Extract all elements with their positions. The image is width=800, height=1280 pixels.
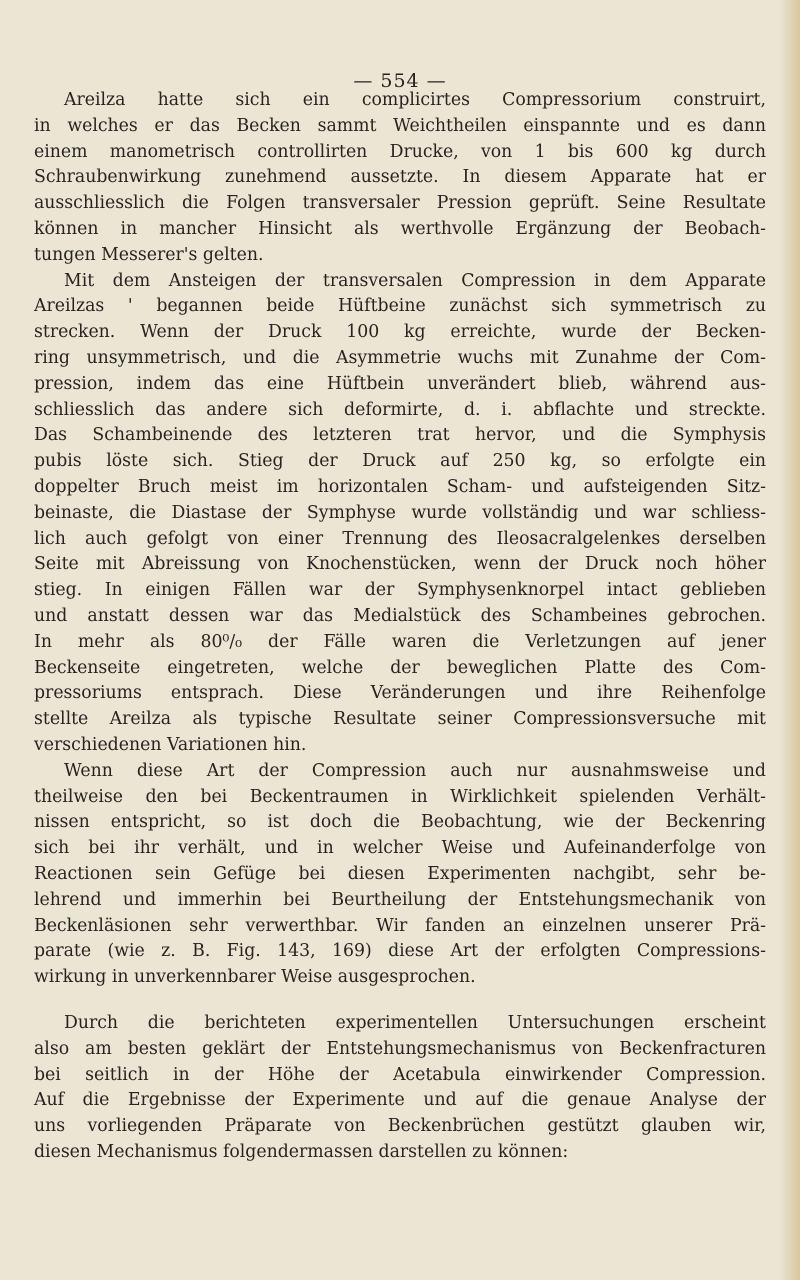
- text-line: Wenn diese Art der Compression auch nur ausnahmsweise und: [64, 760, 766, 781]
- text-line: Beckenläsionen sehr verwerthbar. Wir fanden an einzelnen unserer Prä-: [34, 915, 766, 936]
- text-line: und anstatt dessen war das Medialstück des Schambeines gebrochen.: [34, 605, 766, 626]
- text-line: können in mancher Hinsicht als werthvolle Ergänzung der Beobach-: [34, 218, 766, 239]
- text-line: ring unsymmetrisch, und die Asymmetrie wuchs mit Zunahme der Com-: [34, 347, 766, 368]
- text-line: Das Schambeinende des letzteren trat hervor, und die Symphysis: [34, 425, 766, 446]
- text-line: pression, indem das eine Hüftbein unverändert blieb, während aus-: [34, 373, 766, 394]
- text-line: Seite mit Abreissung von Knochenstücken, wenn der Druck noch höher: [34, 554, 766, 575]
- text-line: einem manometrisch controllirten Drucke, von 1 bis 600 kg durch: [34, 141, 766, 162]
- text-line: nissen entspricht, so ist doch die Beobachtung, wie der Beckenring: [34, 812, 766, 833]
- text-line: stellte Areilza als typische Resultate seiner Compressionsversuche mit: [34, 709, 766, 730]
- text-line: lich auch gefolgt von einer Trennung des Ileosacralgelenkes derselben: [34, 528, 766, 549]
- text-line: bei seitlich in der Höhe der Acetabula einwirkender Compression.: [34, 1064, 766, 1085]
- text-line: pubis löste sich. Stieg der Druck auf 250 kg, so erfolgte ein: [34, 451, 766, 472]
- paragraph-2: [34, 269, 766, 759]
- text-line: Beckenseite eingetreten, welche der beweglichen Platte des Com-: [34, 657, 766, 678]
- text-line: schliesslich das andere sich deformirte, d. i. abflachte und streckte.: [34, 399, 766, 420]
- text-line: In mehr als 80⁰/₀ der Fälle waren die Verletzungen auf jener: [34, 631, 766, 652]
- text-line: also am besten geklärt der Entstehungsmechanismus von Beckenfracturen: [34, 1038, 766, 1059]
- paragraph-4: [34, 1011, 766, 1166]
- text-line: Durch die berichteten experimentellen Untersuchungen erscheint: [64, 1013, 766, 1033]
- text-line: wirkung in unverkennbarer Weise ausgesprochen.: [34, 967, 476, 988]
- text-line: verschiedenen Variationen hin.: [34, 734, 307, 755]
- text-line: Areilza hatte sich ein complicirtes Compressorium construirt,: [64, 90, 766, 110]
- text-block-upper: [34, 88, 766, 991]
- text-line: Areilzas ' begannen beide Hüftbeine zunächst sich symmetrisch zu: [34, 296, 766, 317]
- text-line: Schraubenwirkung zunehmend aussetzte. In diesem Apparate hat er: [34, 167, 766, 188]
- text-line: lehrend und immerhin bei Beurtheilung der Entstehungsmechanik von: [34, 889, 766, 910]
- text-line: uns vorliegenden Präparate von Beckenbrüchen gestützt glauben wir,: [34, 1116, 766, 1137]
- text-line: ausschliesslich die Folgen transversaler Pression geprüft. Seine Resultate: [34, 193, 766, 214]
- page-number: — 554 —: [353, 70, 447, 92]
- text-line: in welches er das Becken sammt Weichtheilen einspannte und es dann: [34, 115, 766, 136]
- text-line: Auf die Ergebnisse der Experimente und auf die genaue Analyse der: [34, 1090, 766, 1111]
- text-line: Mit dem Ansteigen der transversalen Compression in dem Apparate: [64, 270, 766, 291]
- paragraph-3: [34, 759, 766, 991]
- text-line: sich bei ihr verhält, und in welcher Weise und Aufeinanderfolge von: [34, 838, 766, 859]
- text-line: diesen Mechanismus folgendermassen darstellen zu können:: [34, 1141, 569, 1162]
- text-line: parate (wie z. B. Fig. 143, 169) diese Art der erfolgten Compressions-: [34, 941, 766, 962]
- text-line: Reactionen sein Gefüge bei diesen Experimenten nachgibt, sehr be-: [34, 863, 766, 884]
- text-line: strecken. Wenn der Druck 100 kg erreichte, wurde der Becken-: [34, 322, 766, 343]
- text-line: theilweise den bei Beckentraumen in Wirklichkeit spielenden Verhält-: [34, 786, 766, 807]
- text-block-lower: [34, 1011, 766, 1166]
- text-line: beinaste, die Diastase der Symphyse wurde vollständig und war schliess-: [34, 502, 766, 523]
- text-line: stieg. In einigen Fällen war der Symphysenknorpel intact geblieben: [34, 580, 766, 601]
- page-edge-shadow: [780, 0, 800, 1280]
- paragraph-1: [34, 88, 766, 269]
- text-line: tungen Messerer's gelten.: [34, 244, 264, 265]
- text-line: doppelter Bruch meist im horizontalen Scham- und aufsteigenden Sitz-: [34, 476, 766, 497]
- text-line: pressoriums entsprach. Diese Veränderungen und ihre Reihenfolge: [34, 683, 766, 704]
